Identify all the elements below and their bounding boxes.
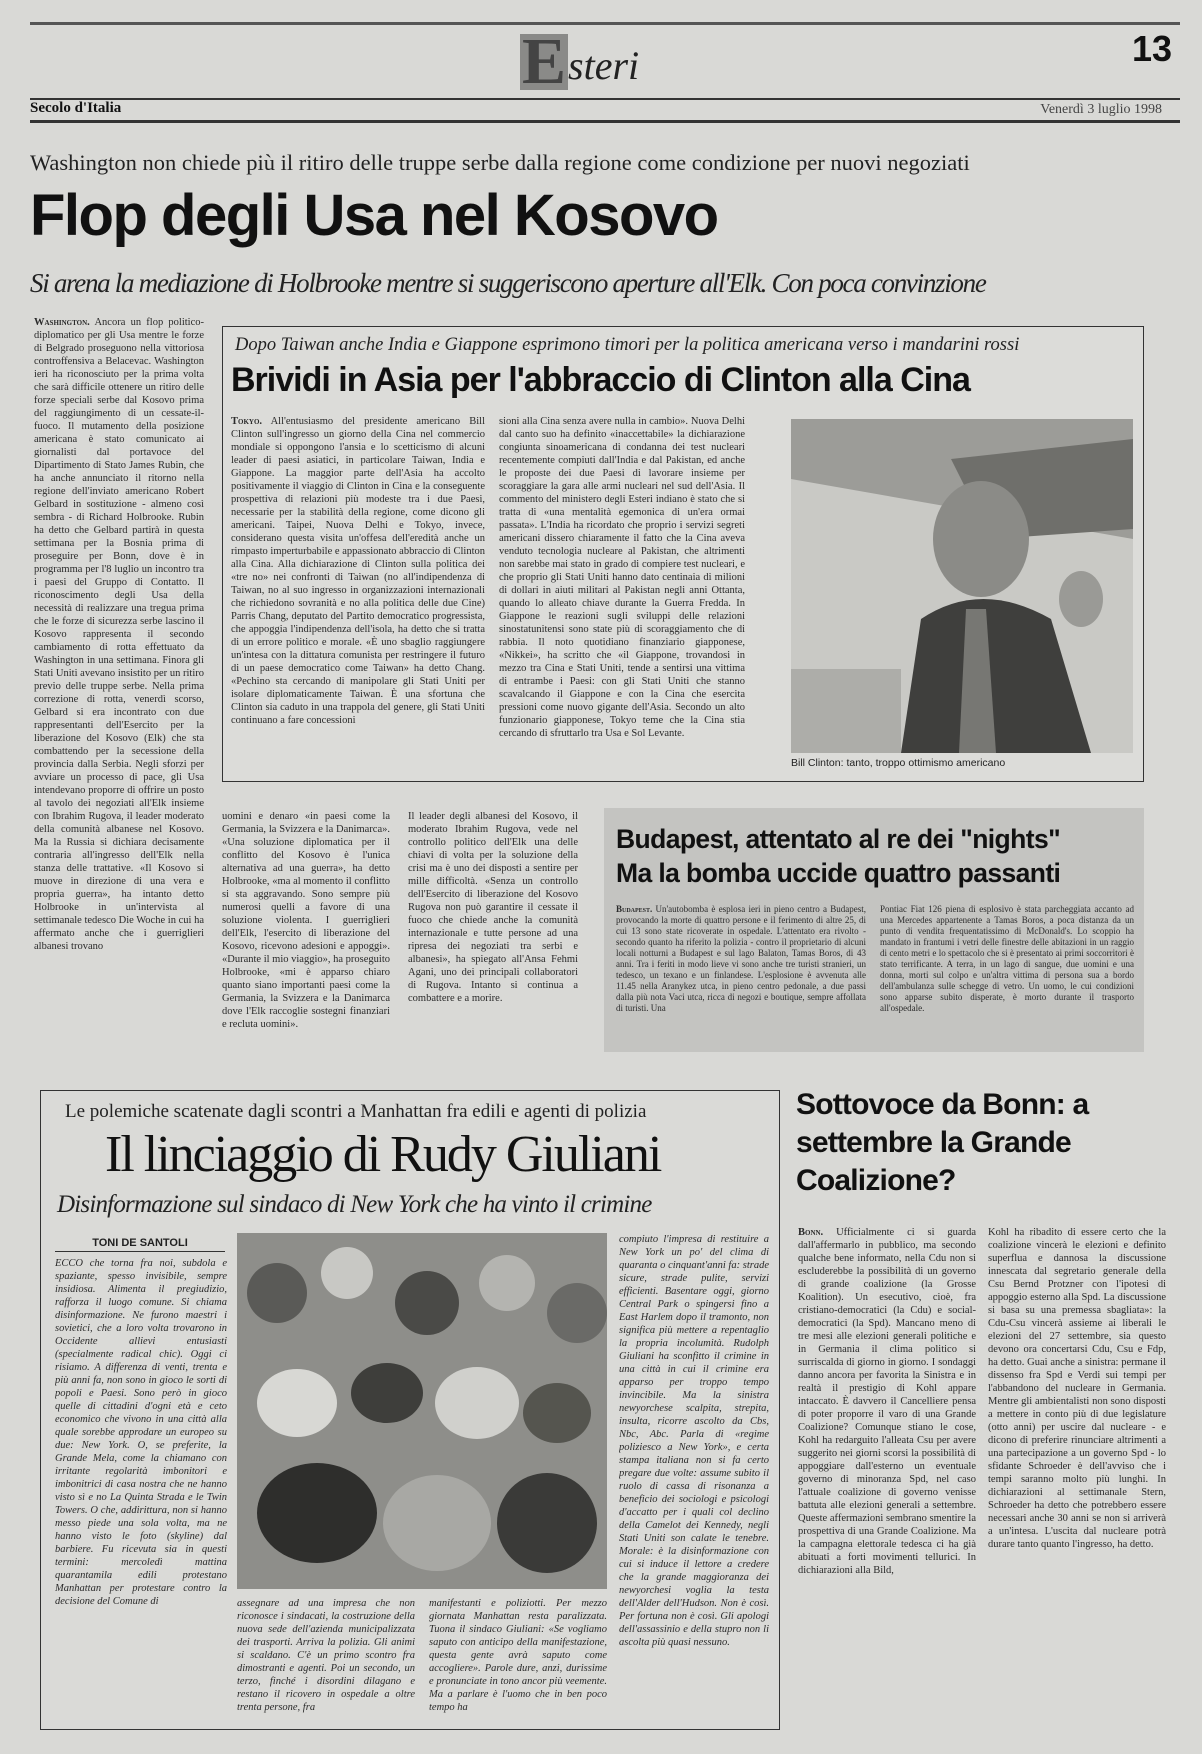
lead-headline: Flop degli Usa nel Kosovo	[30, 183, 718, 248]
section-initial: E	[522, 25, 567, 98]
lead-col2-text: uomini e denaro «in paesi come la Germania, la Svizzera e la Danimarca». «Una soluzione diplomatica per il conflitto del Kosovo è l'unica alternativa ad una guerra», ha detto Holbrooke, «ma al momento il conflitto si sta aggravando. Sono sempre più numerosi quelli a favore di una soluzione violenta. I guerriglieri dell'Elk, l'esercito di liberazione del Kosovo, ricevono adesioni e appoggi». «Durante il mio viaggio», ha proseguito Holbrooke, «mi è apparso chiaro quanto siano importanti paesi come la Germania, la Svizzera e la Danimarca dove l'Elk raccoglie sostegni finanziari e recluta uomini».	[222, 811, 390, 1030]
bonn-col2-text: Kohl ha ribadito di essere certo che la coalizione vincerà le elezioni e definito superflua e dannosa la discussione innescata dal segretario generale della Csu Bernd Protzner con l'ipotesi di appoggio esterno alla Spd. La discussione si basa su una premessa sbagliata»: la Cdu-Csu vincerà assieme ai liberali le elezioni del 27 settembre, sia questo devono ora concertarsi Cdu, Csu e Fdp, ha detto. Guai anche a sinistra: permane il dissenso fra Spd e Verdi sui tempi per l'abbandono del nucleare in Germania. Mentre gli ambientalisti non sono disposti a mettere in conto più di due legislature (otto anni) per uscire dal nucleare - e dicono di preferire rinunciare altrimenti a una partecipazione a un governo Spd - lo sfidante Schroeder è dell'avviso che i tempi saranno molto più lunghi. In dichiarazioni al settimanale Stern, Schroeder ha detto che potrebbero essere necessari anche 30 anni se non si arriverà a un'intesa. L'uscita dal nucleare potrà durare tanto quanto l'ingresso, ha detto.	[988, 1227, 1166, 1550]
giuliani-byline: TONI DE SANTOLI	[55, 1237, 225, 1252]
giuliani-box	[40, 1090, 780, 1730]
bonn-column-1	[798, 1226, 976, 1726]
clinton-photo	[791, 419, 1133, 753]
giuliani-column-2	[237, 1597, 415, 1723]
giuliani-column-4	[619, 1233, 769, 1723]
giuliani-col4-text: compiuto l'impresa di restituire a New York un po' del clima di quaranta o cinquant'anni fa: strade sicure, strade pulite, servizi efficienti. Basentare oggi, giorno Central Park o spingersi fino a East Harlem dopo il tramonto, non significa più mettere a repentaglio la propria incolumità. Rudolph Giuliani ha sconfitto il crimine in una città in cui il crimine era apparso per troppo tempo invincibile. Ma la sinistra newyorchese scalpita, strepita, insulta, ricorre ascolto da Cbs, Nbc, Abc. Parla di «regime poliziesco a New York», e certa stampa italiana non si fa certo pregare due volte: assume subito il ruolo di cassa di risonanza a beneficio dei sociologi e psicologi d'accatto per i quali col declino della Camelot dei Kennedy, negli Stati Uniti son calate le tenebre. Morale: è la disinformazione con cui si induce il lettore a credere che la grande maggioranza dei newyorchesi voglia la testa dell'Alder dell'Hudson. Non è così. Per fortuna non è così. Gli apologi dell'assassinio e della stupro non li ascolta più quasi nessuno.	[619, 1234, 769, 1648]
giuliani-col3-text: manifestanti e poliziotti. Per mezzo giornata Manhattan resta paralizzata. Tuona il sindaco Giuliani: «Se vogliamo saputo con anticipo della manifestazione, questa gente avrà saputo come accogliere». Parole dure, anzi, durissime e pronunciate in tono ancor più veemente. Ma a parlare è l'uomo che in ben poco tempo ha	[429, 1598, 607, 1713]
giuliani-col1-text: ECCO che torna fra noi, subdola e spaziante, spesso invisibile, sempre insidiosa. Alimenta il pregiudizio, rafforza il luogo comune. Si chiama disinformazione. Ne furono maestri i sovietici, che a loro volta trovarono in Occidente allievi entusiasti (specialmente radical chic). Oggi ci risiamo. A differenza di venti, trenta e più anni fa, non sono in gioco le sorti di popoli e Paesi. Sono però in gioco quelle di cittadini d'ogni età e ceto economico che vivono in una città alla quale sorebbe approdare un europeo su due: New York. O, se preferite, la Grande Mela, come la chiamano con irritante regolarità imbonitori e imbonitrici di casa nostra che ne hanno visto sì e no La Quinta Strada e le Twin Towers. O che, addirittura, non si hanno messo piede una sola volta, ma ne hanno visto le foto (skyline) dal barbiere. Fu ricevuta sia in questi termini: mercoledì mattina quarantamila edili protestano Manhattan per protestare contro la decisione del Comune di	[55, 1258, 227, 1607]
asia-col2-text: sioni alla Cina senza avere nulla in cambio». Nuova Delhi dal canto suo ha definito «inaccettabile» la dichiarazione congiunta sinoamericana di condanna dei test nucleari recentemente compiuti dall'India e dal Pakistan, ed anche le proposte dei due Paesi di lavorare insieme per scoraggiare la gara alle armi nucleari nel sud dell'Asia. Il commento del ministero degli Esteri indiano è stato che si tratta di «una mentalità egemonica di un'era ormai passata». L'India ha ricordato che proprio i servizi segreti americani dissero chiaramente il fatto che la Cina aveva venduto tecnologia nucleare al Pakistan, che altrimenti non sarebbe mai stato in grado di compiere test nucleari, e che proprio gli Stati Uniti hanno dato centinaia di milioni di dollari in aiuti militari al Pakistan negli anni Ottanta, quando lo alleato chiave durante la Guerra Fredda. In Giappone le reazioni sugli sviluppi delle relazioni sinostatunitensi sono state più di scoraggiamento che di rabbia. Il noto quotidiano finanziario giapponese, «Nikkei», ha scritto che «il Giappone, trovandosi in mezzo tra Cina e Stati Uniti, tende a sentirsi una vittima di entrambe i Paesi: con gli Stati Uniti che stanno scavalcando il Giappone e con la Cina che esercita pressioni come nuovo gigante dell'Asia. Secondo un alto funzionario giapponese, Tokyo teme che la Cina stia cercando di sfruttarlo tra Usa e Sol Levante.	[499, 416, 745, 739]
section-rest: steri	[568, 43, 640, 88]
budapest-column-2	[880, 904, 1134, 1044]
clinton-caption: Bill Clinton: tanto, troppo ottimismo americano	[791, 757, 1006, 769]
asia-kicker: Dopo Taiwan anche India e Giappone esprimono timori per la politica americana verso i mandarini rossi	[235, 335, 1020, 355]
bonn-dateline: Bonn.	[798, 1227, 824, 1238]
lead-column-3	[408, 810, 578, 1050]
asia-headline: Brividi in Asia per l'abbraccio di Clinton alla Cina	[231, 361, 970, 399]
giuliani-headline: Il linciaggio di Rudy Giuliani	[105, 1126, 661, 1183]
giuliani-column-1	[55, 1257, 227, 1721]
bonn-col1-text: Ufficialmente ci si guarda dall'affermarlo in pubblico, ma secondo qualche bene informato, nella Cdu non si escluderebbe la possibilità di un governo di grande coalizione (la Grosse Koalition). Un esecutivo, cioè, fra cristiano-democratici (la Cdu) e social-democratici (la Spd). Mancano meno di tre mesi alle elezioni generali politiche e in Germania il clima politico si surriscalda di giorno in giorno. I sondaggi danno ancora per favorita la Sinistra e in realtà il prestigio di Kohl appare intaccato. È davvero il Cancelliere pensa di poter proporre il varo di una Grande Coalizione? Comunque stiano le cose, Kohl ha redarguito l'alleata Csu per avere suggerito nei giorni scorsi la possibilità di appoggiare dall'esterno un eventuale governo di minoranza Spd, nel caso l'attuale coalizione di governo venisse battuta alle elezioni generali a settembre. Queste affermazioni sembrano smentire la prospettiva di una Grande Coalizione. Ma la campagna elettorale tedesca ci ha già abituati a forti movimenti tellurici. In dichiarazioni alla Bild,	[798, 1227, 976, 1576]
asia-col1-text: All'entusiasmo del presidente americano Bill Clinton sull'ingresso un giorno della Cina nel commercio mondiale si oppongono l'ansia e lo scetticismo di alcuni leader di paesi asiatici, in particolare Taiwan, India e Giappone. La maggior parte dell'Asia ha accolto positivamente il viaggio di Clinton in Cina e la conseguente prospettiva di relazioni più modeste tra i due Paesi, necessarie per la stabilità della regione, come dicono gli americani. Taipei, Nuova Delhi e Tokyo, invece, considerano questa visita un'offesa dell'eredità anche un rimpasto imperturbabile e appassionato abbraccio di Clinton alla Cina. Alla dichiarazione di Clinton sulla politica dei «tre no» nei confronti di Taiwan (no all'indipendenza di Taiwan, no al suo ingresso in organizzazioni internazionali che richiedono sovranità e no alla politica delle due Cine) Parris Chang, deputato del Partito democratico progressista, che appoggia l'indipendenza dell'isola, ha detto che si tratta di un errore politico e morale. «È uno sbaglio raggiungere un'intesa con la dittatura comunista per restringere il futuro di un paese democratico come Taiwan» ha detto Chang. «Pechino sta cercando di manipolare gli Stati Uniti per isolare diplomaticamente Taiwan. È una sfortuna che Clinton sia caduto in una trappola del genere, gli Stati Uniti continuano a fare concessioni	[231, 416, 485, 726]
page-number: 13	[1131, 28, 1172, 69]
crowd-photo	[237, 1233, 607, 1589]
lead-col3-text: Il leader degli albanesi del Kosovo, il moderato Ibrahim Rugova, vede nel controllo politico dell'Elk una delle chiavi di volta per la soluzione della crisi ma è uno dei disposti a sentire per mille difficoltà. «Senza un controllo dell'Esercito di liberazione del Kosovo Rugova non può garantire il cessate il fuoco che chiede anche la comunità internazionale e tutte persone ad una ripresa dei negoziati tra serbi e albanesi», ha spiegato all'Ansa Fehmi Agani, uno dei principali collaboratori di Rugova. Intanto si continua a combattere e a morire.	[408, 811, 578, 1004]
budapest-dateline: Budapest.	[616, 904, 653, 914]
giuliani-kicker: Le polemiche scatenate dagli scontri a Manhattan fra edili e agenti di polizia	[65, 1101, 647, 1122]
giuliani-deck: Disinformazione sul sindaco di New York che ha vinto il crimine	[57, 1191, 652, 1218]
bonn-column-2	[988, 1226, 1166, 1726]
top-rule	[30, 22, 1180, 25]
newspaper-name: Secolo d'Italia	[30, 100, 122, 116]
masthead-rule-2	[30, 120, 1180, 123]
asia-column-2	[499, 415, 745, 771]
section-title	[520, 25, 640, 98]
lead-col1-text: Ancora un flop politico-diplomatico per gli Usa mentre le forze di Belgrado proseguono nella vittoriosa controffensiva a Belacevac. Washington ieri ha riconosciuto per la prima volta che sarà difficile ottenere un ritiro delle forze speciali serbe dal Kosovo prima del raggiungimento di un cessate-il-fuoco. Il mutamento della posizione americana è stato comunicato ai giornalisti dal portavoce del Dipartimento di Stato James Rubin, che ha anche annunciato il ritorno nella regione dell'inviato americano Robert Gelbard in sostituzione - almeno così sembra - di Richard Holbrooke. Rubin ha detto che Gelbard partirà in questa settimana per la Bosnia prima di proseguire per Bonn, dove è in programma per l'8 luglio un incontro tra i paesi del Gruppo di Contatto. Il riconoscimento degli Usa della necessità di realizzare una tregua prima che le forze di sicurezza serbe lascino il Kosovo rappresenta il secondo cambiamento di rotta effettuato da Washington in una settimana. Finora gli Stati Uniti avevano insistito per un ritiro previo delle truppe serbe. Nella prima correzione di rotta, venerdì scorso, Gelbard si era incontrato con due rappresentanti dell'Esercito per la liberazione del Kosovo (Elk) che sta combattendo per la secessione della provincia dalla Serbia. Negli sforzi per avviare un processo di pace, gli Usa intendevano proporre di offrire un posto al tavolo dei negoziati all'Elk insieme con Ibrahim Rugova, il leader moderato della comunità albanese nel Kosovo. Ma la Russia si dichiara decisamente contraria all'ingresso dell'Elk nella stanza delle trattative. «Il Kosovo si muove in direzione di una vera e propria guerra», ha intanto detto Holbrooke in un'intervista al settimanale tedesco Die Woche in cui ha affermato anche che i guerriglieri albanesi trovano	[34, 317, 204, 952]
budapest-box	[604, 808, 1144, 1052]
budapest-headline-1: Budapest, attentato al re dei "nights"	[616, 824, 1061, 854]
masthead-rule	[30, 98, 1180, 100]
budapest-column-1	[616, 904, 866, 1044]
asia-dateline: Tokyo.	[231, 416, 263, 427]
lead-dateline: Washington.	[34, 317, 90, 328]
budapest-col1-text: Un'autobomba è esplosa ieri in pieno centro a Budapest, provocando la morte di quattro persone e il ferimento di altre 25, di cui 13 sono state ricoverate in ospedale. L'attentato era rivolto - secondo quanto ha riferito la polizia - contro il proprietario di alcuni locali notturni a Budapest e sul lago Balaton, Tamas Boros, di 43 anni. Tra i feriti in modo lieve vi sono anche tre turisti stranieri, un tedesco, un texano e un finlandese. L'esplosione è avvenuta alle 11.45 nella Aranykez utca, in pieno centro pedonale, a due passi dalla più nota Vaci utca, ricca di negozi e boutique, sempre affollata di turisti. Una	[616, 904, 866, 1013]
asia-column-1	[231, 415, 485, 771]
budapest-headline-2: Ma la bomba uccide quattro passanti	[616, 858, 1061, 888]
issue-date: Venerdì 3 luglio 1998	[1040, 102, 1162, 117]
lead-deck: Si arena la mediazione di Holbrooke mentre si suggeriscono aperture all'Elk. Con poca convinzione	[30, 268, 986, 298]
giuliani-column-3	[429, 1597, 607, 1723]
asia-box	[222, 326, 1144, 782]
lead-column-2	[222, 810, 390, 1050]
budapest-col2-text: Pontiac Fiat 126 piena di esplosivo è stata parcheggiata accanto ad una Mercedes appartenente a Tamas Boros, a poca distanza da un punto di vendita frequentatissimo di McDonald's. Lo scoppio ha mandato in frantumi i vetri delle finestre delle abitazioni in un raggio di cento metri e lo spettacolo che si è presentato ai primi soccorritori è stato terrificante. A terra, in un lago di sangue, due uomini e una donna, morti sul colpo e un'altra vittima di persona sua a bordo dell'ambulanza sulle schegge di vetro. Un uomo, le cui condizioni sono apparse subito disperate, è morto durante il trasporto all'ospedale.	[880, 904, 1134, 1013]
lead-kicker: Washington non chiede più il ritiro delle truppe serbe dalla regione come condizione per nuovi negoziati	[30, 150, 970, 175]
giuliani-col2-text: assegnare ad una impresa che non riconosce i sindacati, la costruzione della nuova sede dell'azienda municipalizzata dei trasporti. Arriva la polizia. Gli animi si scaldano. C'è un primo scontro fra dimostranti e agenti. Poi un secondo, un terzo, finché i disordini dilagano e restano il ricovero in ospedale a oltre trenta persone, fra	[237, 1598, 415, 1713]
bonn-headline: Sottovoce da Bonn: a settembre la Grande Coalizione?	[796, 1088, 1089, 1197]
